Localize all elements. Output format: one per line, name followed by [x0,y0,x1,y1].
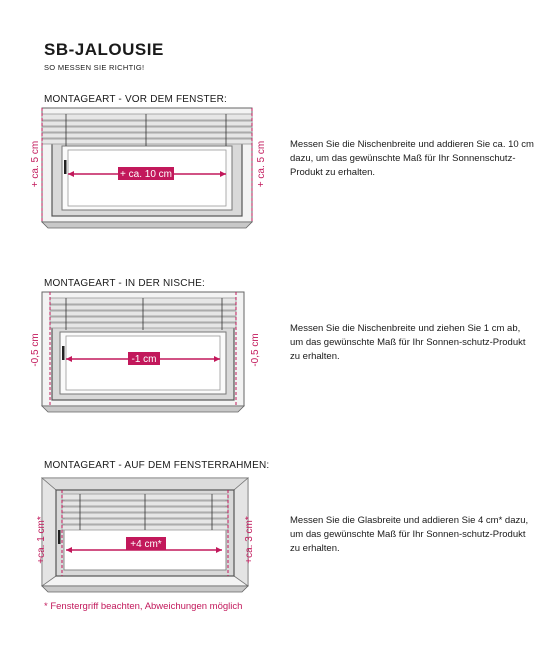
width-label: +4 cm* [130,539,162,550]
width-label: + ca. 10 cm [120,169,172,180]
left-offset-label: +ca. 1 cm* [36,516,47,564]
diagram-frame-mount [36,478,255,592]
window-handle-icon [58,530,61,544]
right-offset-label: + ca. 5 cm [256,140,267,188]
footnote: * Fenstergriff beachten, Abweichungen möglich [44,601,243,612]
window-handle-icon [64,160,67,174]
section-label-front: MONTAGEART - VOR DEM FENSTER: [44,94,228,105]
diagram-recess-mount [30,292,261,412]
description-recess: Messen Sie die Nischenbreite und ziehen Sie 1 cm ab, um das gewünschte Maß für Ihr Sonnen-schutz-Produkt zu erhalten. [290,323,526,362]
left-offset-label: -0,5 cm [30,333,41,367]
page-title: SB-JALOUSIE [44,40,164,59]
right-offset-label: +ca. 3 cm* [244,516,255,564]
blind-slats [42,114,252,144]
left-offset-label: + ca. 5 cm [30,140,41,188]
diagram-front-mount [30,108,267,228]
window-sill [42,222,252,228]
description-frame: Messen Sie die Glasbreite und addieren Sie 4 cm* dazu, um das gewünschte Maß für Ihr Sonnen-schutz-Produkt zu erhalten. [290,515,529,554]
window-sill [42,406,244,412]
page-subtitle: SO MESSEN SIE RICHTIG! [44,63,145,72]
right-offset-label: -0,5 cm [250,333,261,367]
section-label-frame: MONTAGEART - AUF DEM FENSTERRAHMEN: [44,460,270,471]
description-front: Messen Sie die Nischenbreite und addieren Sie ca. 10 cm dazu, um das gewünschte Maß für Ihr Sonnenschutz-Produkt zu erhalten. [290,139,534,178]
width-label: -1 cm [131,354,157,365]
window-handle-icon [62,346,65,360]
window-sill [42,586,248,592]
section-label-recess: MONTAGEART - IN DER NISCHE: [44,278,205,289]
